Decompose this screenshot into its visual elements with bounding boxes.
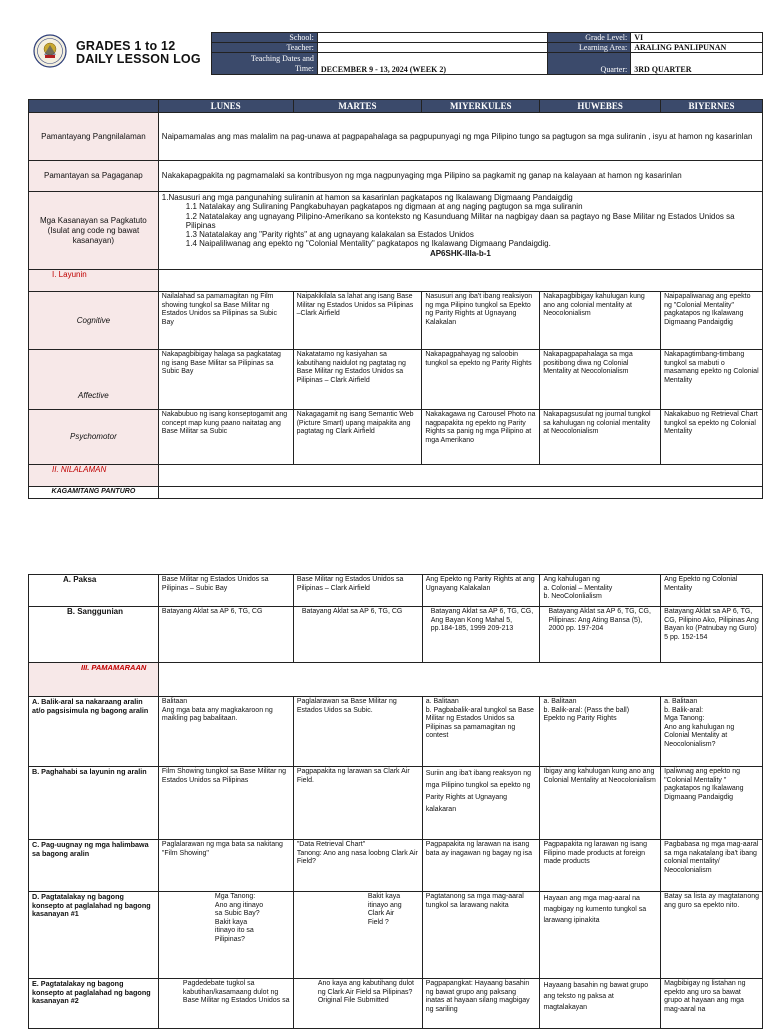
affective-miyerkules: Nakapagpahayag ng saloobin tungkol sa epekto ng Parity Rights [422,350,540,410]
pagtatalakay-2-biyernes: Magbibigay ng listahan ng epekto ang uro sa bawat grupo at hayaan ang mga mag-aaral na [661,979,763,1029]
teaching-dates-label-line1: Teaching Dates and [250,53,314,63]
layunin-label [29,270,159,292]
pamantayan-sa-pagaganap-label: Pamantayan sa Pagaganap [29,161,159,192]
pagtatalakay-2-label: E. Pagtatalakay ng bagong konsepto at paglalahad ng bagong kasanayan #2 [29,979,159,1029]
sanggunian-miyerkules: Batayang Aklat sa AP 6, TG, CG, Ang Bayan Kong Mahal 5, pp.184-185, 1999 209-213 [422,607,540,663]
teaching-dates-field[interactable]: DECEMBER 9 - 13, 2024 (WEEK 2) [317,53,547,75]
psychomotor-martes: Nakagagamit ng isang Semantic Web (Picture Smart) upang maipakita ang pagtatag ng Clark Airfield [293,410,422,465]
kasanayan-line-1: 1.Nasusuri ang mga pangunahing suliranin at hamon sa kasarinlan pagkatapos ng Ikalawang Digmaang Pandaigdig [161,193,573,202]
affective-martes: Nakatatamo ng kasiyahan sa kabutihang naidulot ng pagtatag ng Base Militar ng Estados Unidos sa Pilipinas – Clark Airfield [293,350,422,410]
psychomotor-biyernes: Nakakabuo ng Retrieval Chart tungkol sa epekto ng Colonial Mentality [661,410,763,465]
nilalaman-label-text: II. NILALAMAN [52,465,107,474]
kasanayan-line-1-1: 1.1 Natalakay ang Suliraning Pangkabuhayan pagkatapos ng digmaan at ang naging pagtugon sa mga suliranin [185,202,583,212]
procedure-table [28,574,763,1029]
sanggunian-biyernes: Batayang Aklat sa AP 6, TG, CG, Pilipino Ako, Pilipinas Ang Bayan ko (Patnubay ng Guro) 5 pp. 152-154 [661,607,763,663]
kasanayan-code: AP6SHK-IIIa-b-1 [429,248,491,258]
paksa-martes: Base Militar ng Estados Unidos sa Pilipinas – Clark Airfield [293,575,422,607]
teaching-dates-label-line2: Time: [295,63,314,73]
paghahabi-lunes: Film Showing tungkol sa Base Militar ng Estados Unidos sa Pilipinas [158,767,293,840]
learning-area-label: Learning Area: [548,43,631,53]
paksa-label: A. Paksa [29,575,159,607]
day-huwebes: HUWEBES [540,100,661,113]
pagtatalakay-1-lunes: Mga Tanong: Ano ang itinayo sa Subic Bay? Bakit kaya itinayo ito sa Pilipinas? [158,892,293,979]
grade-level-field[interactable]: VI [631,33,763,43]
balik-aral-martes: Paglalarawan sa Base Militar ng Estados Uidos sa Subic. [293,697,422,767]
affective-biyernes: Nakapagtimbang-timbang tungkol sa mabuti o masamang epekto ng Colonial Mentality [661,350,763,410]
pagtatalakay-2-huwebes: Hayaang basahin ng bawat grupo ang teksto ng paksa at magtalakayan [540,979,661,1029]
pagtatalakay-1-biyernes: Batay sa lista ay magtatanong ang guro sa epekto nito. [661,892,763,979]
learning-area-field[interactable]: ARALING PANLIPUNAN [631,43,763,53]
layunin-label-text: I. Layunin [52,270,87,279]
pamantayang-pangnilalaman-label: Pamantayang Pangnilalaman [29,113,159,161]
pagtatalakay-2-martes: Ano kaya ang kabutihang dulot ng Clark Air Field sa Pilipinas? Original File Submitted [293,979,422,1029]
pagtatalakay-2-miyerkules: Pagpapangkat: Hayaang basahin ng bawat grupo ang paksang inatas at hayaan silang magbigay ng sariling [422,979,540,1029]
form-title-line1: GRADES 1 to 12 [76,39,176,53]
pag-uugnay-label: C. Pag-uugnay ng mga halimbawa sa bagong aralin [29,840,159,892]
paghahabi-label: B. Paghahabi sa layunin ng aralin [29,767,159,840]
pag-uugnay-miyerkules: Pagpapakita ng larawan na isang bata ay inagawan ng bagay ng isa [422,840,540,892]
pagtatalakay-1-huwebes: Hayaan ang mga mag-aaral na magbigay ng kumento tungkol sa larawang ipinakita [540,892,661,979]
school-label: School: [212,33,318,43]
header-info-table [211,32,763,75]
day-biyernes: BIYERNES [661,100,763,113]
form-title-line2: DAILY LESSON LOG [76,52,201,66]
quarter-label: Quarter: [548,53,631,75]
paghahabi-miyerkules: Suriin ang iba't ibang reaksyon ng mga Pilipino tungkol sa epekto ng Parity Rights at Ugnayang kalakaran [422,767,540,840]
nilalaman-blank [158,465,762,487]
balik-aral-lunes: Balitaan Ang mga bata any magkakaroon ng maikling pag babalitaan. [158,697,293,767]
paghahabi-biyernes: Ipaliwnag ang epekto ng "Colonial Mentality " pagkatapos ng Ikalawang Digmaang Pandaigdig [661,767,763,840]
sanggunian-lunes: Batayang Aklat sa AP 6, TG, CG [158,607,293,663]
kasanayan-line-1-4: 1.4 Naipaliliwanag ang epekto ng "Colonial Mentality" pagkatapos ng Ikalawang Digmaang Pandaigdig. [185,239,551,249]
pamamaraan-label [29,663,159,697]
cognitive-miyerkules: Nasusuri ang iba't ibang reaksiyon ng mga Pilipino tungkol sa Epekto ng Parity Rights at Ugnayang Kalakalan [422,292,540,350]
mga-kasanayan-text [158,192,762,270]
grade-level-label: Grade Level: [548,33,631,43]
pag-uugnay-lunes: Paglalarawan ng mga bata sa nakitang "Film Showing" [158,840,293,892]
mga-kasanayan-label: Mga Kasanayan sa Pagkatuto (Isulat ang code ng bawat kasanayan) [29,192,159,270]
pamamaraan-label-text: III. PAMAMARAAN [81,663,147,672]
psychomotor-label: Psychomotor [29,410,159,465]
balik-aral-huwebes: a. Balitaan b. Balik-aral: (Pass the ball) Epekto ng Parity Rights [540,697,661,767]
kasanayan-line-1-3: 1.3 Natatalakay ang "Parity rights" at ang ugnayang kalakalan sa Estados Unidos [185,230,474,240]
sanggunian-huwebes: Batayang Aklat sa AP 6, TG, CG, Pilipinas: Ang Ating Bansa (5), 2000 pp. 197-204 [540,607,661,663]
teacher-field[interactable] [317,43,547,53]
psychomotor-miyerkules: Nakakagawa ng Carousel Photo na nagpapakita ng epekto ng Parity Rights sa panig ng mga Pilipino at mga Amerikano [422,410,540,465]
teacher-label: Teacher: [212,43,318,53]
pagtatalakay-1-label: D. Pagtatalakay ng bagong konsepto at paglalahad ng bagong kasanayan #1 [29,892,159,979]
psychomotor-huwebes: Nakapagsusulat ng journal tungkol sa kahulugan ng colonial mentality at Neocolonialism [540,410,661,465]
paksa-miyerkules: Ang Epekto ng Parity Rights at ang Ugnayang Kalakalan [422,575,540,607]
cognitive-biyernes: Naipapaliwanag ang epekto ng "Colonial Mentality" pagkatapos ng Ikalawang Digmaang Pandaigdig [661,292,763,350]
pag-uugnay-biyernes: Pagbabasa ng mga mag-aaral sa mga nakatalang iba't ibang colonial mentality/ Neocolonialism [661,840,763,892]
cognitive-martes: Naipakikilala sa lahat ang isang Base Militar ng Estados Unidos sa Pilipinas –Clark Airfield [293,292,422,350]
teaching-dates-label [212,53,318,75]
paghahabi-huwebes: Ibigay ang kahulugan kung ano ang Colonial Mentality at Neocolonialism [540,767,661,840]
day-martes: MARTES [293,100,422,113]
pagtatalakay-1-martes: Bakit kaya itinayo ang Clark Air Field ? [293,892,422,979]
balik-aral-miyerkules: a. Balitaan b. Pagbabalik-aral tungkol sa Base Militar ng Estados Unidos sa Pilipinas sa pamamagitan ng contest [422,697,540,767]
kagamitang-panturo-blank [158,487,762,499]
paghahabi-martes: Pagpapakita ng larawan sa Clark Air Field. [293,767,422,840]
pamamaraan-blank [158,663,762,697]
sanggunian-martes: Batayang Aklat sa AP 6, TG, CG [293,607,422,663]
deped-seal-icon [33,34,67,68]
nilalaman-label [29,465,159,487]
day-header-blank [29,100,159,113]
paksa-lunes: Base Militar ng Estados Unidos sa Pilipinas – Subic Bay [158,575,293,607]
cognitive-huwebes: Nakapagbibigay kahulugan kung ano ang colonial mentality at Neocolonialism [540,292,661,350]
affective-label: Affective [29,350,159,410]
kagamitang-panturo-label: KAGAMITANG PANTURO [29,487,159,499]
balik-aral-biyernes: a. Balitaan b. Balik-aral: Mga Tanong: Ano ang kahulugan ng Colonial Mentality at Neocolonialism? [661,697,763,767]
paksa-biyernes: Ang Epekto ng Colonial Mentality [661,575,763,607]
layunin-blank [158,270,762,292]
pamantayang-pangnilalaman-text: Naipamamalas ang mas malalim na pag-unawa at pagpapahalaga sa pagpupunyagi ng mga Pilipino tungo sa pagtugon sa mga suliranin , isyu at hamon ng kasarinlan [158,113,762,161]
pamantayan-sa-pagaganap-text: Nakakapagpakita ng pagmamalaki sa kontribusyon ng mga nagpunyaging mga Pilipino sa pagkamit ng ganap na kalayaan at hamon ng kasarinlan [158,161,762,192]
affective-huwebes: Nakapagpapahalaga sa mga positibong diwa ng Colonial Mentality at Neocolonialism [540,350,661,410]
day-header-row [29,100,763,113]
day-miyerkules: MIYERKULES [422,100,540,113]
quarter-field[interactable]: 3RD QUARTER [631,53,763,75]
pag-uugnay-martes: "Data Retrieval Chart" Tanong: Ano ang nasa loobng Clark Air Field? [293,840,422,892]
affective-lunes: Nakapagbibigay halaga sa pagkatatag ng isang Base Militar sa Pilipinas sa Subic Bay [158,350,293,410]
day-lunes: LUNES [158,100,293,113]
sanggunian-label: B. Sanggunian [29,607,159,663]
paksa-huwebes: Ang kahulugan ng a. Colonial – Mentality b. NeoColonlialism [540,575,661,607]
pag-uugnay-huwebes: Pagpapakita ng larawan ng isang Filipino made products at foreign made products [540,840,661,892]
cognitive-label: Cognitive [29,292,159,350]
pagtatalakay-2-lunes: Pagdedebate tugkol sa kabutihan/kasamaang dulot ng Base Militar ng Estados Unidos sa [158,979,293,1029]
balik-aral-label: A. Balik-aral sa nakaraang aralin at/o pagsisimula ng bagong aralin [29,697,159,767]
pagtatalakay-1-miyerkules: Pagtatanong sa mga mag-aaral tungkol sa larawang nakita [422,892,540,979]
kasanayan-line-1-2: 1.2 Natatalakay ang ugnayang Pilipino-Amerikano sa konteksto ng Kasunduang Militar na nagbigay daan sa pagtayo ng Base Militar ng Estados Unidos sa Pilipinas [185,211,735,230]
cognitive-lunes: Nailalahad sa pamamagitan ng Film showing tungkol sa Base Militar ng Estados Unidos sa Pilipinas sa Subic Bay [158,292,293,350]
objectives-table [28,99,763,499]
psychomotor-lunes: Nakabubuo ng isang konseptogamit ang concept map kung paano naitatag ang Base Militar sa Subic [158,410,293,465]
school-field[interactable] [317,33,547,43]
